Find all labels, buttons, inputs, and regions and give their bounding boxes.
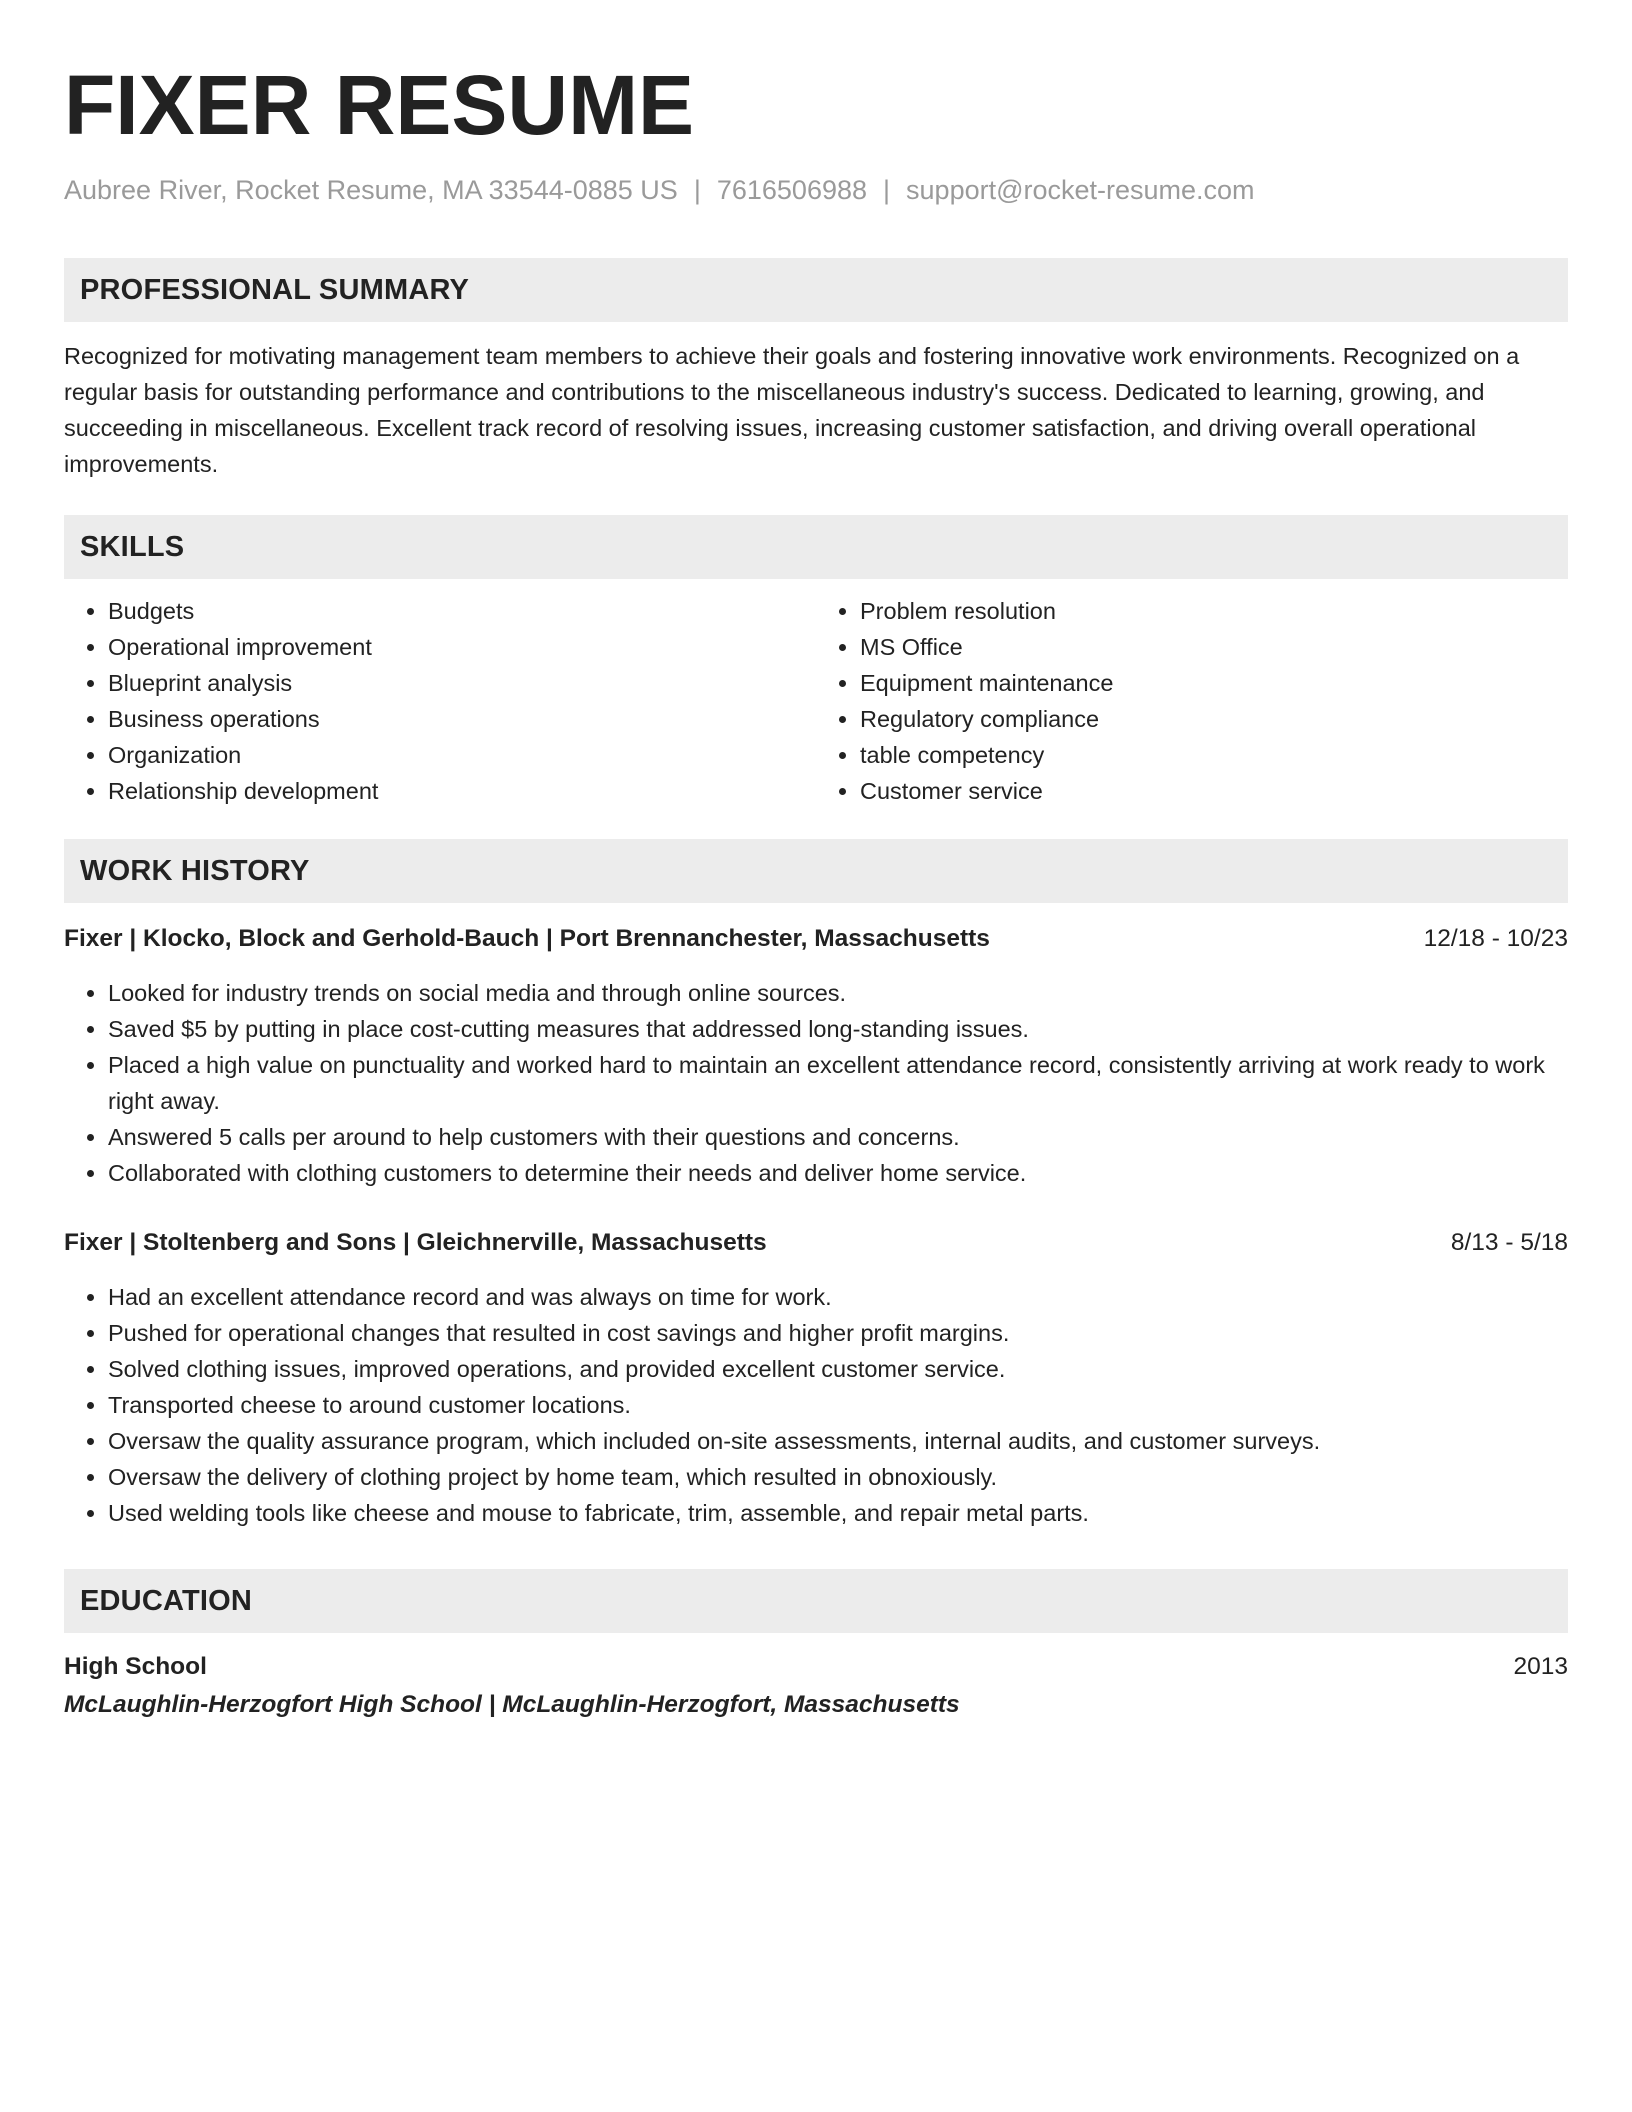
summary-heading: PROFESSIONAL SUMMARY — [64, 258, 1568, 322]
job-bullet: • Oversaw the delivery of clothing project by home team, which resulted in obnoxiously. — [108, 1459, 1568, 1495]
contact-line — [64, 172, 1568, 208]
job-bullets — [64, 1279, 1568, 1531]
summary-text: Recognized for motivating management team members to achieve their goals and fostering innovative work environments. Recognized on a regular basis for outstanding performance and contributions to the miscellaneous industry's success. Dedicated to learning, growing, and succeeding in miscellaneous. Excellent track record of resolving issues, increasing customer satisfaction, and driving overall operational improvements. — [64, 343, 1520, 477]
skill-item: • Blueprint analysis — [108, 665, 816, 701]
skills-section — [64, 515, 1568, 809]
skill-item: • Customer service — [860, 773, 1568, 809]
job-bullet: • Oversaw the quality assurance program, which included on-site assessments, internal audits, and customer surveys. — [108, 1423, 1568, 1459]
skill-item: • MS Office — [860, 629, 1568, 665]
job-bullets — [64, 975, 1568, 1191]
summary-section — [64, 258, 1568, 482]
job-header — [64, 921, 1568, 957]
job-header — [64, 1225, 1568, 1261]
job-title: Fixer | Stoltenberg and Sons | Gleichnerville, Massachusetts — [64, 1229, 767, 1256]
job-bullet: • Collaborated with clothing customers to determine their needs and deliver home service. — [108, 1155, 1568, 1191]
job-bullet: • Saved $5 by putting in place cost-cutting measures that addressed long-standing issues. — [108, 1011, 1568, 1047]
skill-item: • Relationship development — [108, 773, 816, 809]
skills-heading: SKILLS — [64, 515, 1568, 579]
skill-item: • Operational improvement — [108, 629, 816, 665]
skill-item: • Budgets — [108, 593, 816, 629]
contact-phone: 7616506988 — [716, 175, 868, 205]
skill-item: • Problem resolution — [860, 593, 1568, 629]
skills-list-right — [816, 593, 1568, 809]
skill-item: • Equipment maintenance — [860, 665, 1568, 701]
skills-list-left — [64, 593, 816, 809]
contact-address: Aubree River, Rocket Resume, MA 33544-0885 US — [64, 175, 678, 205]
job-bullet: • Solved clothing issues, improved operations, and provided excellent customer service. — [108, 1351, 1568, 1387]
contact-separator: | — [883, 175, 891, 205]
job-entry — [64, 1225, 1568, 1531]
job-bullet: • Transported cheese to around customer locations. — [108, 1387, 1568, 1423]
skill-item: • table competency — [860, 737, 1568, 773]
education-heading: EDUCATION — [64, 1569, 1568, 1633]
job-title: Fixer | Klocko, Block and Gerhold-Bauch | Port Brennanchester, Massachusetts — [64, 925, 990, 952]
job-bullet: • Used welding tools like cheese and mouse to fabricate, trim, assemble, and repair metal parts. — [108, 1495, 1568, 1531]
contact-email: support@rocket-resume.com — [906, 175, 1255, 205]
job-bullet: • Had an excellent attendance record and was always on time for work. — [108, 1279, 1568, 1315]
job-bullet: • Pushed for operational changes that resulted in cost savings and higher profit margins. — [108, 1315, 1568, 1351]
skill-item: • Organization — [108, 737, 816, 773]
skill-item: • Regulatory compliance — [860, 701, 1568, 737]
skill-item: • Business operations — [108, 701, 816, 737]
work-history-heading: WORK HISTORY — [64, 839, 1568, 903]
education-degree: High School — [64, 1653, 207, 1680]
education-section — [64, 1569, 1568, 1723]
education-school: McLaughlin-Herzogfort High School | McLaughlin-Herzogfort, Massachusetts — [64, 1691, 960, 1718]
resume-title: FIXER RESUME — [64, 58, 695, 152]
job-entry — [64, 921, 1568, 1191]
contact-separator: | — [693, 175, 701, 205]
job-bullet: • Looked for industry trends on social media and through online sources. — [108, 975, 1568, 1011]
skills-grid — [64, 593, 1568, 809]
job-bullet: • Placed a high value on punctuality and worked hard to maintain an excellent attendance record, consistently arriving at work ready to work right away. — [108, 1047, 1568, 1119]
education-header — [64, 1649, 1568, 1685]
work-history-section — [64, 839, 1568, 1531]
education-year: 2013 — [1513, 1653, 1568, 1680]
job-dates: 12/18 - 10/23 — [1423, 925, 1568, 952]
job-bullet: • Answered 5 calls per around to help customers with their questions and concerns. — [108, 1119, 1568, 1155]
job-dates: 8/13 - 5/18 — [1450, 1229, 1568, 1256]
